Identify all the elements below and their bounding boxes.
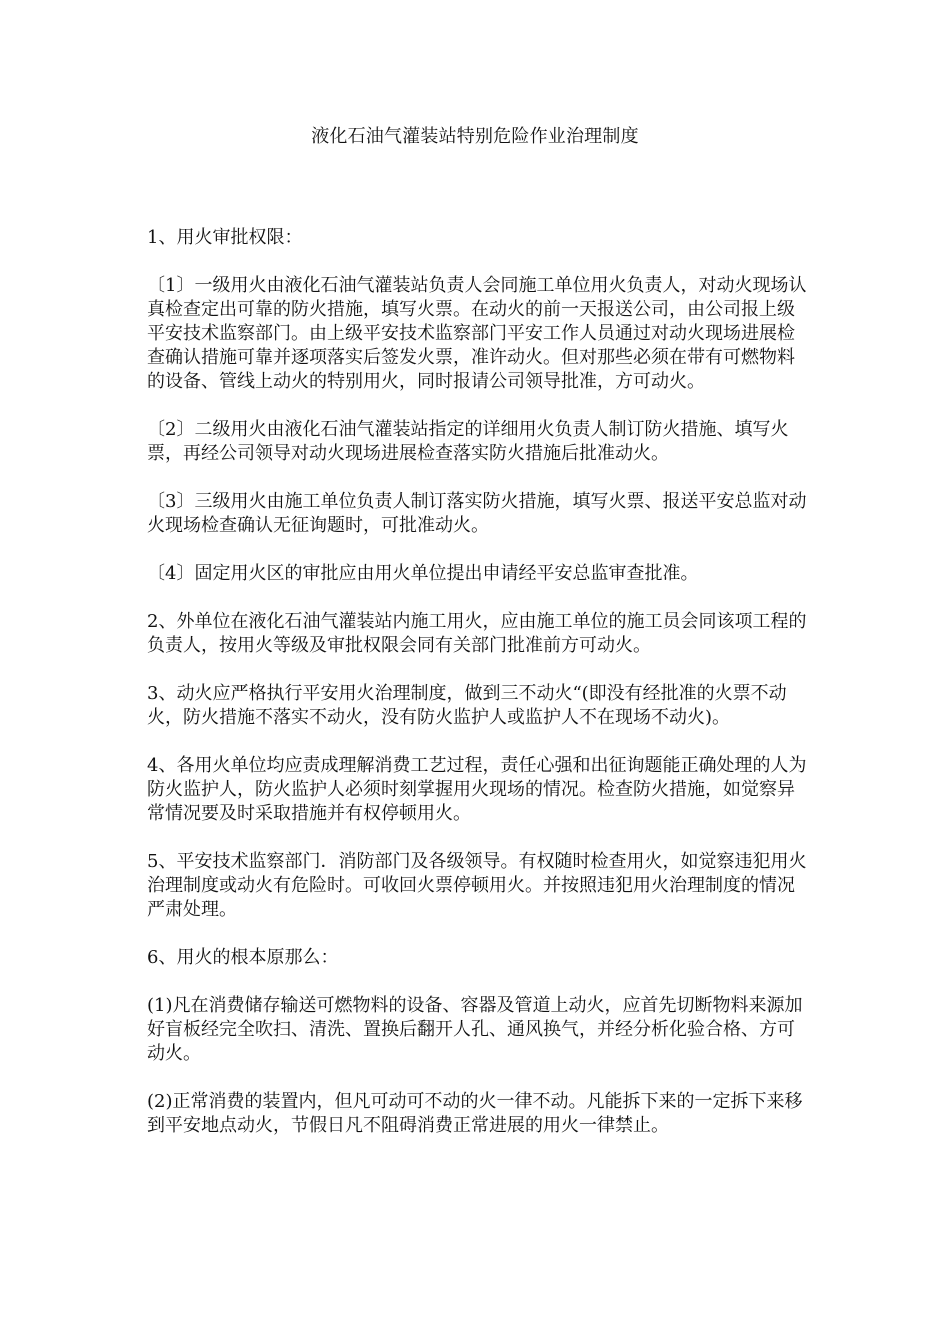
paragraph-2: 〔1〕一级用火由液化石油气灌装站负责人会同施工单位用火负责人，对动火现场认真检查定出可靠的防火措施，填写火票。在动火的前一天报送公司，由公司报上级平安技术监察部门。由上级平安技术监察部门平安工作人员通过对动火现场进展检查确认措施可靠并逐项落实后签发火票，准许动火。但对那些必须在带有可燃物料的设备、管线上动火的特别用火，同时报请公司领导批准，方可动火。 xyxy=(147,275,807,392)
paragraph-8: 4、各用火单位均应责成理解消费工艺过程，责任心强和出征询题能正确处理的人为防火监护人，防火监护人必须时刻掌握用火现场的情况。检查防火措施，如觉察异常情况要及时采取措施并有权停顿用火。 xyxy=(147,755,807,824)
paragraph-11: (1)凡在消费储存输送可燃物料的设备、容器及管道上动火，应首先切断物料来源加好盲板经完全吹扫、清洗、置换后翻开人孔、通风换气，并经分析化验合格、方可动火。 xyxy=(147,995,803,1064)
paragraph-7: 3、动火应严格执行平安用火治理制度，做到三不动火“(即没有经批准的火票不动火，防火措施不落实不动火，没有防火监护人或监护人不在现场不动火)。 xyxy=(147,683,787,728)
paragraph-5: 〔4〕固定用火区的审批应由用火单位提出申请经平安总监审查批准。 xyxy=(147,563,699,584)
paragraph-4: 〔3〕三级用火由施工单位负责人制订落实防火措施，填写火票、报送平安总监对动火现场检查确认无征询题时，可批准动火。 xyxy=(147,491,807,536)
paragraph-9: 5、平安技术监察部门．消防部门及各级领导。有权随时检查用火，如觉察违犯用火治理制度或动火有危险时。可收回火票停顿用火。并按照违犯用火治理制度的情况严肃处理。 xyxy=(147,851,807,920)
paragraph-10: 6、用火的根本原那么： xyxy=(147,947,339,968)
document-title: 液化石油气灌装站特别危险作业治理制度 xyxy=(311,126,639,147)
paragraph-1: 1、用火审批权限： xyxy=(147,227,303,248)
paragraph-6: 2、外单位在液化石油气灌装站内施工用火，应由施工单位的施工员会同该项工程的负责人，按用火等级及审批权限会同有关部门批准前方可动火。 xyxy=(147,611,807,656)
paragraph-12: (2)正常消费的装置内，但凡可动可不动的火一律不动。凡能拆下来的一定拆下来移到平安地点动火，节假日凡不阻碍消费正常进展的用火一律禁止。 xyxy=(147,1091,803,1136)
paragraph-3: 〔2〕二级用火由液化石油气灌装站指定的详细用火负责人制订防火措施、填写火票，再经公司领导对动火现场进展检查落实防火措施后批准动火。 xyxy=(147,419,789,464)
document-body xyxy=(147,226,812,1162)
